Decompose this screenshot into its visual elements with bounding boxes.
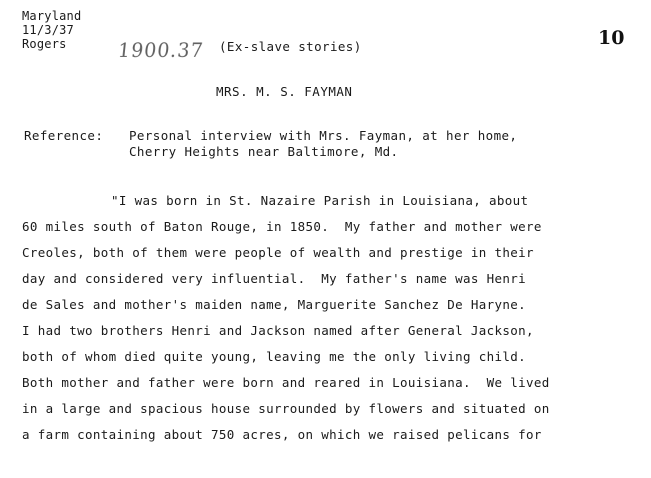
reference-line: Cherry Heights near Baltimore, Md. — [129, 144, 399, 159]
header-date: 11/3/37 — [22, 23, 74, 37]
body-line: day and considered very influential. My father's name was Henri — [22, 271, 527, 286]
body-line: "I was born in St. Nazaire Parish in Louisiana, about — [111, 193, 529, 208]
reference-text — [129, 128, 517, 160]
reference-label: Reference: — [24, 128, 104, 143]
body-line: Both mother and father were born and reared in Louisiana. We lived — [22, 375, 550, 390]
subject-name: MRS. M. S. FAYMAN — [216, 84, 353, 99]
header-state: Maryland — [22, 9, 82, 23]
page-number: 10 — [598, 27, 625, 49]
body-line: de Sales and mother's maiden name, Marguerite Sanchez De Haryne. — [22, 297, 527, 312]
body-line: Creoles, both of them were people of wealth and prestige in their — [22, 245, 534, 260]
reference-line: Personal interview with Mrs. Fayman, at her home, — [129, 128, 518, 143]
header-author: Rogers — [22, 37, 67, 51]
series-title: (Ex-slave stories) — [219, 39, 362, 54]
body-line: I had two brothers Henri and Jackson named after General Jackson, — [22, 323, 534, 338]
body-line: in a large and spacious house surrounded by flowers and situated on — [22, 401, 550, 416]
body-line: both of whom died quite young, leaving me the only living child. — [22, 349, 527, 364]
body-paragraph — [22, 188, 550, 448]
body-line: 60 miles south of Baton Rouge, in 1850. My father and mother were — [22, 219, 542, 234]
header-info — [22, 9, 81, 51]
body-line: a farm containing about 750 acres, on which we raised pelicans for — [22, 427, 542, 442]
stamp-number: 1900.37 — [116, 40, 205, 62]
